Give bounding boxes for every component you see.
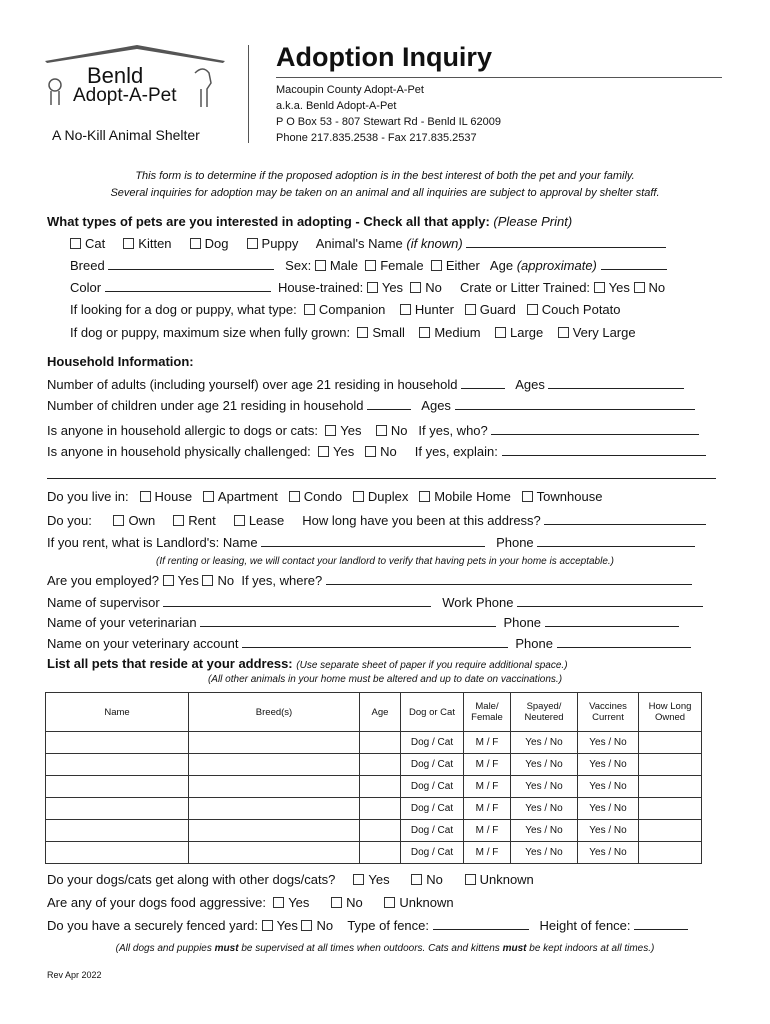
supervisor-field[interactable] (163, 595, 431, 607)
pet-table-row (46, 732, 702, 754)
pet-how-long-cell[interactable] (639, 754, 702, 776)
supervisor-row (47, 595, 703, 610)
vet-account-field[interactable] (242, 636, 508, 648)
household-heading: Household Information: (47, 354, 194, 369)
couch-potato-checkbox[interactable]: Couch Potato (527, 302, 621, 317)
pet-spayed-cell[interactable]: Yes / No (511, 754, 578, 776)
pet-table-row (46, 842, 702, 864)
small-checkbox[interactable]: Small (357, 325, 405, 340)
landlord-name-field[interactable] (261, 535, 485, 547)
lease-checkbox[interactable]: Lease (234, 513, 284, 528)
challenged-explain-line2[interactable] (47, 478, 716, 479)
color-field[interactable] (105, 280, 271, 292)
pet-breed-cell[interactable] (189, 732, 360, 754)
col-vaccines: Vaccines Current (578, 693, 639, 732)
vet-account-label: Name on your veterinary account (47, 636, 239, 651)
pet-table-row (46, 820, 702, 842)
puppy-checkbox[interactable]: Puppy (247, 236, 299, 251)
pet-sex-cell[interactable]: M / F (464, 754, 511, 776)
employed-label: Are you employed? (47, 573, 160, 588)
mobile-home-checkbox[interactable]: Mobile Home (419, 489, 511, 504)
fence-height-field[interactable] (634, 918, 688, 930)
breed-label: Breed (70, 258, 105, 273)
pet-spayed-cell[interactable]: Yes / No (511, 798, 578, 820)
col-age: Age (360, 693, 401, 732)
org-address: P O Box 53 - 807 Stewart Rd - Benld IL 62009 (276, 116, 502, 128)
employed-yes[interactable]: Yes (163, 573, 199, 588)
food-aggressive-unknown[interactable]: Unknown (384, 895, 453, 910)
intro-line1: This form is to determine if the proposed adoption is in the best interest of both the pet and your family. (135, 170, 635, 182)
food-aggressive-label: Are any of your dogs food aggressive: (47, 895, 266, 910)
pet-age-cell[interactable] (360, 798, 401, 820)
pet-age-cell[interactable] (360, 732, 401, 754)
pet-vaccines-cell[interactable]: Yes / No (578, 842, 639, 864)
pets-table-heading-note: (Use separate sheet of paper if you require additional space.) (296, 660, 568, 671)
fence-row (47, 918, 688, 933)
col-spayed: Spayed/ Neutered (511, 693, 578, 732)
pet-how-long-cell[interactable] (639, 732, 702, 754)
pet-dog-cat-cell[interactable]: Dog / Cat (401, 820, 464, 842)
employed-where-field[interactable] (326, 573, 692, 585)
challenged-explain-field[interactable] (502, 444, 706, 456)
food-aggressive-no[interactable]: No (331, 895, 363, 910)
landlord-phone-field[interactable] (537, 535, 695, 547)
col-dog-cat: Dog or Cat (401, 693, 464, 732)
dog-checkbox[interactable]: Dog (190, 236, 229, 251)
org-aka: a.k.a. Benld Adopt-A-Pet (276, 100, 397, 112)
vet-field[interactable] (200, 615, 496, 627)
house-trained-yes[interactable]: Yes (367, 280, 403, 295)
pet-breed-cell[interactable] (189, 776, 360, 798)
challenged-row (47, 444, 706, 459)
col-breed: Breed(s) (189, 693, 360, 732)
allergic-who-field[interactable] (491, 423, 699, 435)
challenged-no[interactable]: No (365, 444, 397, 459)
pet-breed-cell[interactable] (189, 754, 360, 776)
pet-vaccines-cell[interactable]: Yes / No (578, 820, 639, 842)
pet-sex-cell[interactable]: M / F (464, 732, 511, 754)
landlord-row (47, 535, 695, 550)
vet-row (47, 615, 679, 630)
allergic-label: Is anyone in household allergic to dogs or cats: (47, 423, 319, 438)
pet-vaccines-cell[interactable]: Yes / No (578, 776, 639, 798)
guard-checkbox[interactable]: Guard (465, 302, 516, 317)
pet-how-long-cell[interactable] (639, 820, 702, 842)
cat-checkbox[interactable]: Cat (70, 236, 105, 251)
pet-sex-cell[interactable]: M / F (464, 820, 511, 842)
house-trained-no[interactable]: No (410, 280, 442, 295)
female-checkbox[interactable]: Female (365, 258, 423, 273)
col-male-female: Male/ Female (464, 693, 511, 732)
pet-breed-cell[interactable] (189, 798, 360, 820)
size-label: If dog or puppy, maximum size when fully grown: (70, 325, 351, 340)
pet-age-cell[interactable] (360, 776, 401, 798)
fence-label: Do you have a securely fenced yard: (47, 918, 259, 933)
live-in-row (47, 489, 602, 504)
col-name: Name (46, 693, 189, 732)
get-along-yes[interactable]: Yes (353, 872, 389, 887)
vet-account-row (47, 636, 691, 651)
pets-interest-note: (Please Print) (493, 214, 573, 229)
allergic-yes[interactable]: Yes (325, 423, 361, 438)
pet-dog-cat-cell[interactable]: Dog / Cat (401, 732, 464, 754)
pets-table-header (46, 693, 702, 732)
col-how-long: How Long Owned (639, 693, 702, 732)
pet-dog-cat-cell[interactable]: Dog / Cat (401, 776, 464, 798)
pet-spayed-cell[interactable]: Yes / No (511, 776, 578, 798)
size-row (70, 325, 636, 340)
pet-age-cell[interactable] (360, 820, 401, 842)
male-checkbox[interactable]: Male (315, 258, 358, 273)
pet-age-cell[interactable] (360, 842, 401, 864)
work-phone-field[interactable] (517, 595, 703, 607)
duplex-checkbox[interactable]: Duplex (353, 489, 408, 504)
either-checkbox[interactable]: Either (431, 258, 480, 273)
pet-how-long-cell[interactable] (639, 842, 702, 864)
fence-yes[interactable]: Yes (262, 918, 298, 933)
intro-line2: Several inquiries for adoption may be taken on an animal and all inquiries are subject to approval by shelter staff. (110, 187, 660, 199)
pet-vaccines-cell[interactable]: Yes / No (578, 798, 639, 820)
vet-phone-label: Phone (503, 615, 542, 630)
own-checkbox[interactable]: Own (113, 513, 155, 528)
fence-type-field[interactable] (433, 918, 529, 930)
header-divider (248, 45, 249, 143)
age-field[interactable] (601, 258, 667, 270)
crate-trained-label: Crate or Litter Trained: (459, 280, 591, 295)
logo-line1: Benld (87, 63, 144, 88)
food-aggressive-row (47, 895, 454, 910)
pet-sex-cell[interactable]: M / F (464, 776, 511, 798)
pets-interest-heading (47, 214, 572, 229)
pet-dog-cat-cell[interactable]: Dog / Cat (401, 754, 464, 776)
vet-label: Name of your veterinarian (47, 615, 197, 630)
color-row (70, 280, 665, 295)
allergic-no[interactable]: No (376, 423, 408, 438)
sex-label: Sex: (285, 258, 312, 273)
pet-breed-cell[interactable] (189, 842, 360, 864)
landlord-note: (If renting or leasing, we will contact your landlord to verify that having pets in your home is acceptable.) (155, 556, 614, 567)
do-you-row (47, 513, 706, 528)
crate-trained-no[interactable]: No (634, 280, 666, 295)
get-along-unknown[interactable]: Unknown (465, 872, 534, 887)
adults-ages-field[interactable] (548, 377, 684, 389)
work-phone-label: Work Phone (442, 595, 514, 610)
children-label: Number of children under age 21 residing in household (47, 398, 364, 413)
logo-line2: Adopt-A-Pet (73, 85, 177, 106)
vet-phone-field[interactable] (545, 615, 679, 627)
townhouse-checkbox[interactable]: Townhouse (522, 489, 603, 504)
employed-row (47, 573, 692, 588)
get-along-row (47, 872, 534, 887)
how-long-field[interactable] (544, 513, 706, 525)
pet-vaccines-cell[interactable]: Yes / No (578, 754, 639, 776)
hunter-checkbox[interactable]: Hunter (400, 302, 454, 317)
pets-table-heading-row (47, 656, 568, 671)
page-title: Adoption Inquiry (276, 42, 492, 72)
vet-account-phone-label: Phone (515, 636, 553, 651)
adults-label: Number of adults (including yourself) over age 21 residing in household (47, 377, 458, 392)
how-long-label: How long have you been at this address? (302, 513, 541, 528)
pets-table-heading: List all pets that reside at your address: (47, 656, 293, 671)
pet-table-row (46, 776, 702, 798)
companion-checkbox[interactable]: Companion (304, 302, 386, 317)
children-ages-field[interactable] (455, 398, 695, 410)
org-phone: Phone 217.835.2538 - Fax 217.835.2537 (276, 132, 477, 144)
fence-no[interactable]: No (301, 918, 333, 933)
adults-row (47, 377, 684, 392)
pet-name-cell[interactable] (46, 842, 189, 864)
get-along-label: Do your dogs/cats get along with other dogs/cats? (47, 872, 336, 887)
employed-no[interactable]: No (202, 573, 234, 588)
breed-row (70, 258, 667, 273)
pet-type-row (70, 236, 666, 251)
pet-spayed-cell[interactable]: Yes / No (511, 820, 578, 842)
landlord-label: If you rent, what is Landlord's: Name (47, 535, 258, 550)
org-name: Macoupin County Adopt-A-Pet (276, 84, 424, 96)
adults-ages-label: Ages (515, 377, 545, 392)
shelter-logo (45, 45, 225, 120)
tagline: A No-Kill Animal Shelter (52, 127, 200, 143)
age-note: (approximate) (516, 258, 597, 273)
live-in-label: Do you live in: (47, 489, 129, 504)
pet-name-cell[interactable] (46, 732, 189, 754)
breed-field[interactable] (108, 258, 274, 270)
color-label: Color (70, 280, 102, 295)
animal-name-label: Animal's Name (315, 236, 403, 251)
challenged-yes[interactable]: Yes (318, 444, 354, 459)
supervision-note: (All dogs and puppies must be supervised at all times when outdoors. Cats and kittens must be kept indoors at all times.) (115, 943, 655, 954)
allergic-who-label: If yes, who? (418, 423, 488, 438)
animal-name-note: (if known) (406, 236, 463, 251)
pet-table-row (46, 798, 702, 820)
do-you-label: Do you: (47, 513, 92, 528)
condo-checkbox[interactable]: Condo (289, 489, 342, 504)
pet-name-cell[interactable] (46, 798, 189, 820)
landlord-phone-label: Phone (496, 535, 534, 550)
kitten-checkbox[interactable]: Kitten (123, 236, 171, 251)
apartment-checkbox[interactable]: Apartment (203, 489, 278, 504)
age-label: Age (489, 258, 514, 273)
house-checkbox[interactable]: House (140, 489, 193, 504)
large-checkbox[interactable]: Large (495, 325, 543, 340)
fence-type-label: Type of fence: (347, 918, 429, 933)
pet-sex-cell[interactable]: M / F (464, 842, 511, 864)
food-aggressive-yes[interactable]: Yes (273, 895, 309, 910)
pet-spayed-cell[interactable]: Yes / No (511, 842, 578, 864)
children-row (47, 398, 695, 413)
house-trained-label: House-trained: (277, 280, 364, 295)
pet-dog-cat-cell[interactable]: Dog / Cat (401, 842, 464, 864)
children-count-field[interactable] (367, 398, 411, 410)
medium-checkbox[interactable]: Medium (419, 325, 480, 340)
allergic-row (47, 423, 699, 438)
fence-height-label: Height of fence: (539, 918, 631, 933)
pet-breed-cell[interactable] (189, 820, 360, 842)
children-ages-label: Ages (421, 398, 451, 413)
pet-how-long-cell[interactable] (639, 776, 702, 798)
dog-type-row (70, 302, 621, 317)
pet-name-cell[interactable] (46, 776, 189, 798)
very-large-checkbox[interactable]: Very Large (558, 325, 636, 340)
adults-count-field[interactable] (461, 377, 505, 389)
animal-name-field[interactable] (466, 236, 666, 248)
crate-trained-yes[interactable]: Yes (594, 280, 630, 295)
pet-spayed-cell[interactable]: Yes / No (511, 732, 578, 754)
pet-age-cell[interactable] (360, 754, 401, 776)
pets-table (45, 692, 702, 864)
pet-name-cell[interactable] (46, 754, 189, 776)
dog-type-label: If looking for a dog or puppy, what type: (70, 302, 297, 317)
pet-table-row (46, 754, 702, 776)
title-underline (276, 77, 722, 78)
pet-how-long-cell[interactable] (639, 798, 702, 820)
challenged-explain-label: If yes, explain: (414, 444, 498, 459)
challenged-label: Is anyone in household physically challenged: (47, 444, 311, 459)
supervisor-label: Name of supervisor (47, 595, 160, 610)
rent-checkbox[interactable]: Rent (173, 513, 215, 528)
pets-table-subnote: (All other animals in your home must be altered and up to date on vaccinations.) (207, 674, 563, 685)
pet-vaccines-cell[interactable]: Yes / No (578, 732, 639, 754)
vet-account-phone-field[interactable] (557, 636, 691, 648)
pet-sex-cell[interactable]: M / F (464, 798, 511, 820)
pet-dog-cat-cell[interactable]: Dog / Cat (401, 798, 464, 820)
employed-where-label: If yes, where? (241, 573, 323, 588)
pets-interest-heading-text: What types of pets are you interested in adopting - Check all that apply: (47, 214, 490, 229)
get-along-no[interactable]: No (411, 872, 443, 887)
pet-name-cell[interactable] (46, 820, 189, 842)
revision-label: Rev Apr 2022 (47, 970, 102, 980)
